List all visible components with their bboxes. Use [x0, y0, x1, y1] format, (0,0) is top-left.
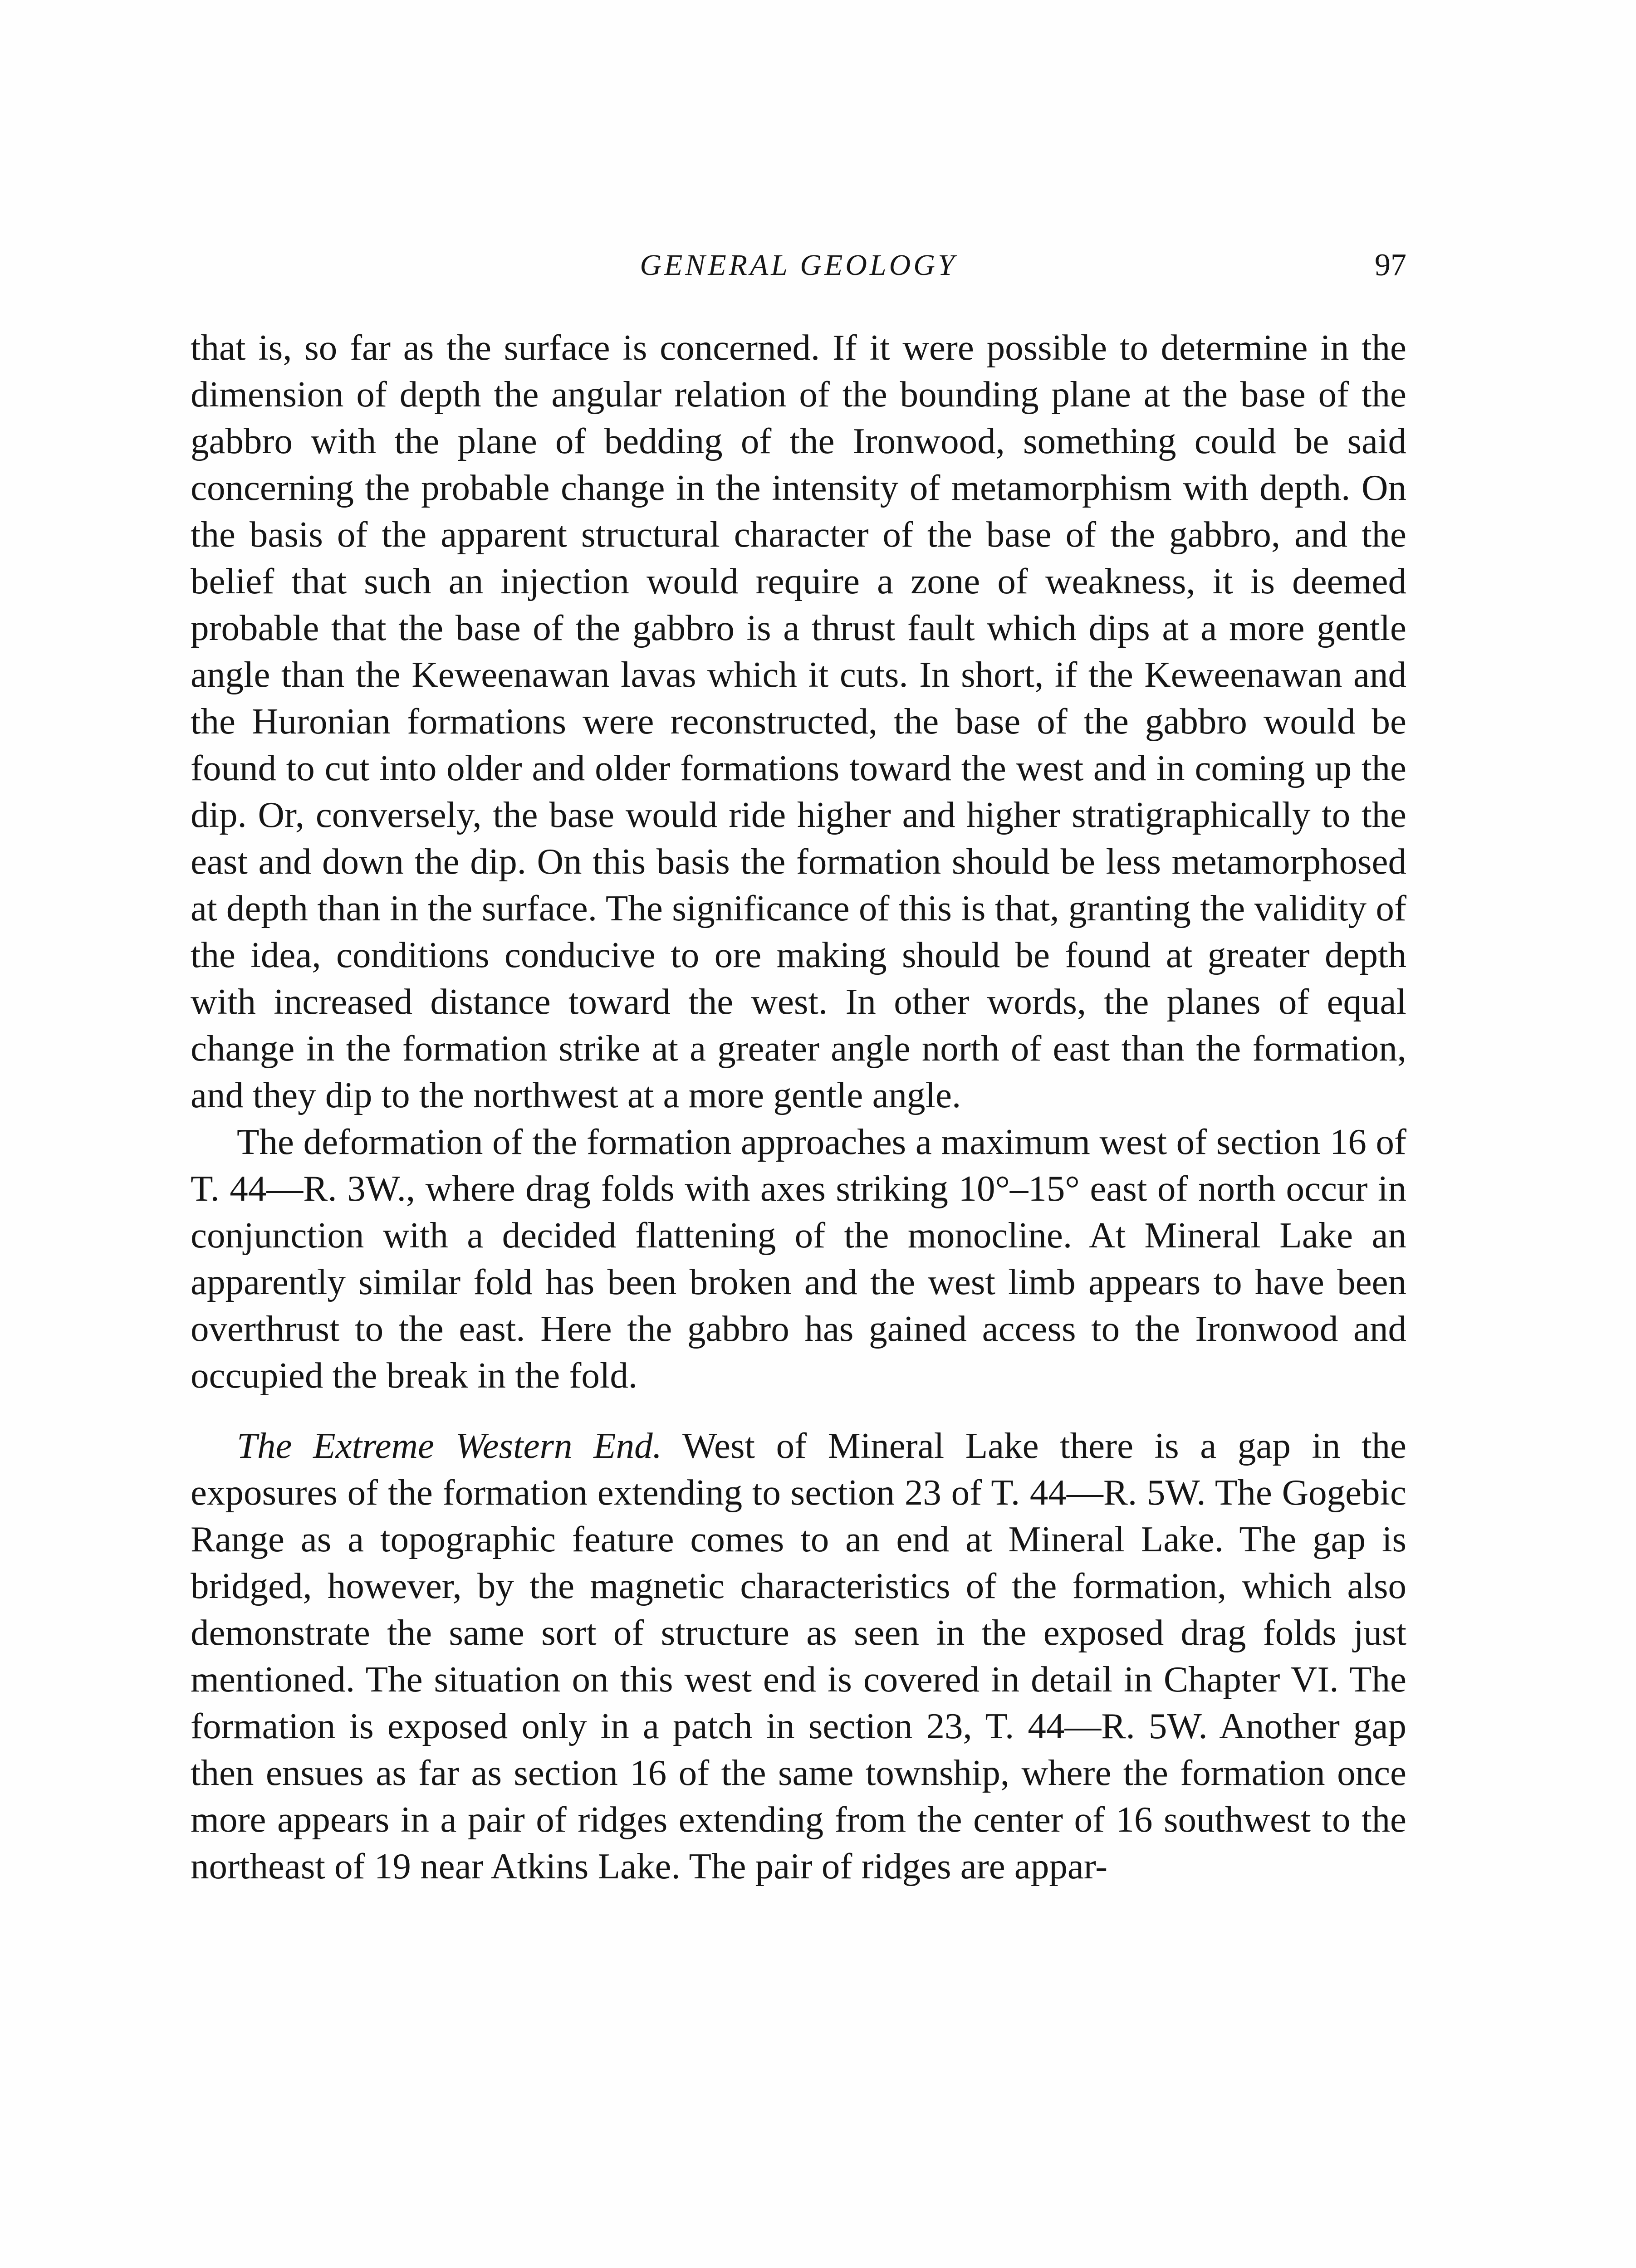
section-heading: The Extreme Western End.: [237, 1425, 662, 1466]
paragraph-text: The deformation of the formation approaches a maximum west of section 16 of T. 44—R. 3W., where drag folds with axes striking 10°–15° east of north occur in conjunction with a decided flattening of the monocline. At Mineral Lake an apparently similar fold has been broken and the west limb appears to have been overthrust to the east. Here the gabbro has gained access to the Ironwood and occupied the break in the fold.: [191, 1121, 1406, 1396]
running-title: GENERAL GEOLOGY: [640, 249, 957, 282]
running-head: [191, 245, 1406, 286]
paragraph-text: West of Mineral Lake there is a gap in the exposures of the formation extending to section 23 of T. 44—R. 5W. The Gogebic Range as a topographic feature comes to an end at Mineral Lake. The gap is bridged, however, by the magnetic characteristics of the formation, which also demonstrate the same sort of structure as seen in the exposed drag folds just mentioned. The situation on this west end is covered in detail in Chapter VI. The formation is exposed only in a patch in section 23, T. 44—R. 5W. Another gap then ensues as far as section 16 of the same township, where the formation once more appears in a pair of ridges extending from the center of 16 southwest to the northeast of 19 near Atkins Lake. The pair of ridges are appar-: [191, 1425, 1406, 1887]
paragraph-text: that is, so far as the surface is concerned. If it were possible to determine in the dimension of depth the angular relation of the bounding plane at the base of the gabbro with the plane of bedding of the Ironwood, something could be said concerning the probable change in the intensity of metamorphism with depth. On the basis of the apparent structural character of the base of the gabbro, and the belief that such an injection would require a zone of weakness, it is deemed probable that the base of the gabbro is a thrust fault which dips at a more gentle angle than the Keweenawan lavas which it cuts. In short, if the Keweenawan and the Huronian formations were reconstructed, the base of the gabbro would be found to cut into older and older formations toward the west and in coming up the dip. Or, conversely, the base would ride higher and higher stratigraphically to the east and down the dip. On this basis the formation should be less metamorphosed at depth than in the surface. The significance of this is that, granting the validity of the idea, conditions conducive to ore making should be found at greater depth with increased distance toward the west. In other words, the planes of equal change in the formation strike at a greater angle north of east than the formation, and they dip to the northwest at a more gentle angle.: [191, 327, 1406, 1115]
body-text: [191, 324, 1406, 1890]
page-number: 97: [1375, 248, 1406, 283]
paragraph-extreme-western-end: [191, 1422, 1406, 1890]
paragraph-deformation: [191, 1119, 1406, 1399]
paragraph-continued: [191, 324, 1406, 1119]
